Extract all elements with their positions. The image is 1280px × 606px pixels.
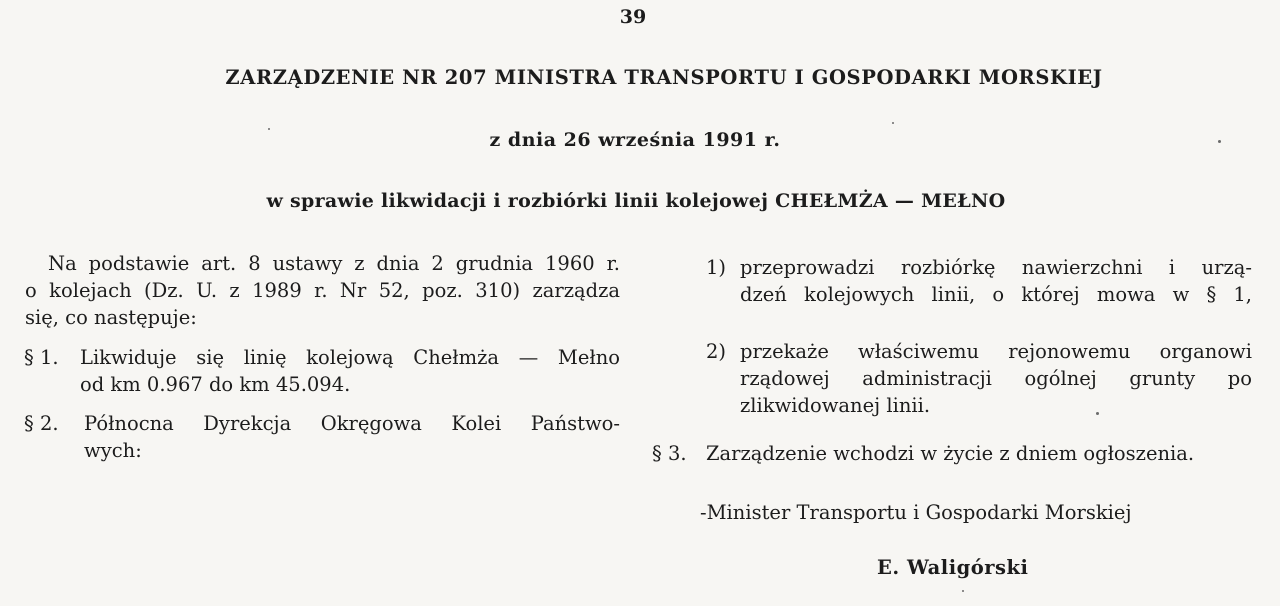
preamble: [25, 250, 620, 331]
scan-speck: [1218, 140, 1221, 143]
item-number: 1): [706, 256, 727, 279]
section-line: Likwiduje się linię kolejową Chełmża — Mełno: [80, 346, 620, 369]
signature-name: E. Waligórski: [877, 556, 1029, 579]
document-title: ZARZĄDZENIE NR 207 MINISTRA TRANSPORTU I GOSPODARKI MORSKIEJ: [225, 66, 1103, 89]
section-line: Północna Dyrekcja Okręgowa Kolei Państwo-: [84, 412, 620, 435]
section-text: Zarządzenie wchodzi w życie z dniem ogłoszenia.: [706, 442, 1195, 465]
signature-role: -Minister Transportu i Gospodarki Morskiej: [700, 501, 1132, 524]
section-number: § 1.: [24, 346, 59, 369]
item-number: 2): [706, 340, 727, 363]
preamble-line: się, co następuje:: [25, 306, 197, 329]
scan-speck: [268, 128, 270, 130]
scan-speck: [1096, 412, 1099, 415]
item-line: przekaże właściwemu rejonowemu organowi: [740, 340, 1252, 363]
item-line: rządowej administracji ogólnej grunty po: [740, 367, 1252, 390]
preamble-line: Na podstawie art. 8 ustawy z dnia 2 grudnia 1960 r.: [48, 252, 620, 275]
section-number: § 3.: [652, 442, 687, 465]
item-line: przeprowadzi rozbiórkę nawierzchni i urzą-: [740, 256, 1252, 279]
document-date: z dnia 26 września 1991 r.: [489, 129, 781, 151]
section-line: od km 0.967 do km 45.094.: [80, 373, 351, 396]
item-line: zlikwidowanej linii.: [740, 394, 931, 417]
document-subject: w sprawie likwidacji i rozbiórki linii kolejowej CHEŁMŻA — MEŁNO: [266, 190, 1006, 212]
page-number: 39: [619, 6, 647, 28]
section-number: § 2.: [24, 412, 59, 435]
section-line: wych:: [84, 439, 142, 462]
scan-speck: [962, 590, 964, 592]
item-line: dzeń kolejowych linii, o której mowa w § 1,: [740, 283, 1252, 306]
scan-speck: [892, 122, 894, 124]
preamble-line: o kolejach (Dz. U. z 1989 r. Nr 52, poz. 310) zarządza: [25, 279, 620, 302]
